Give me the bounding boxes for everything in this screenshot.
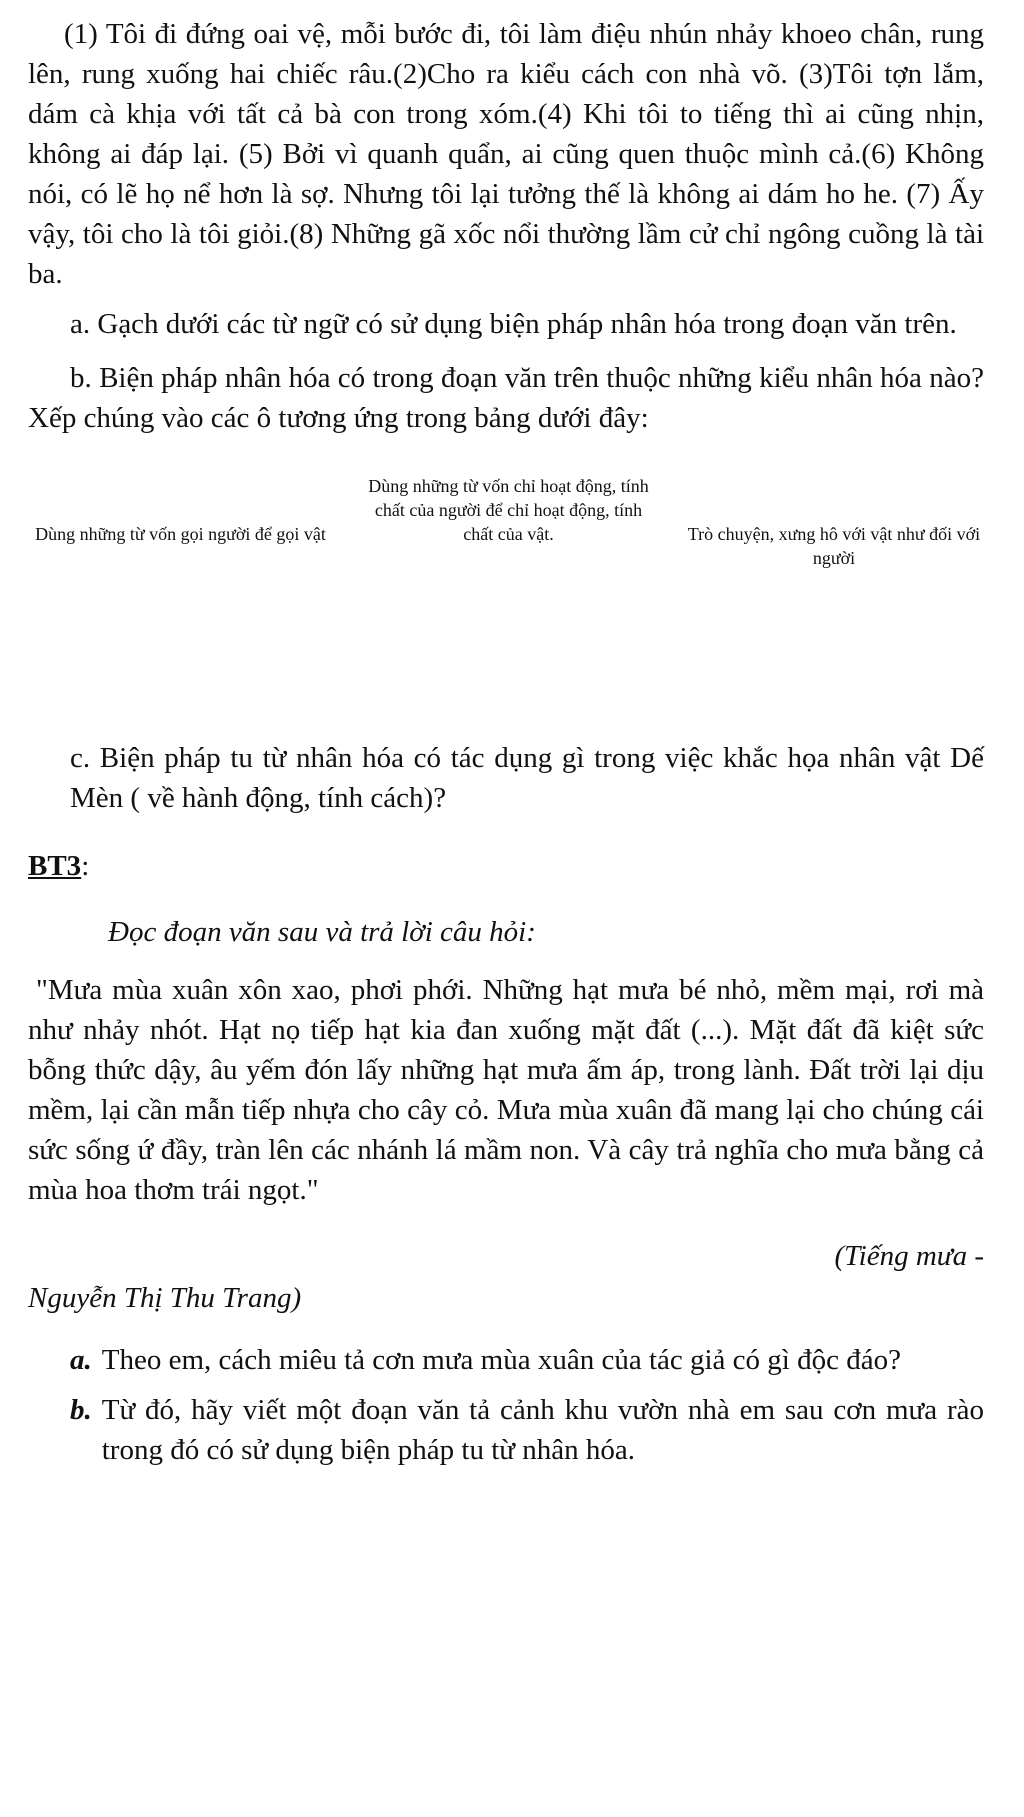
citation-author: Nguyễn Thị Thu Trang) (28, 1282, 302, 1314)
classification-table (28, 474, 984, 724)
question-3b-letter: b. (70, 1394, 92, 1426)
exercise-heading (28, 846, 984, 886)
question-3a-letter: a. (70, 1344, 92, 1376)
question-3b-text: Từ đó, hãy viết một đoạn văn tả cảnh khu vườn nhà em sau cơn mưa rào trong đó có sử dụng biện pháp tu từ nhân hóa. (101, 1394, 984, 1466)
table-header-col-1: Dùng những từ vốn gọi người để gọi vật (35, 524, 326, 544)
question-3a (70, 1340, 984, 1380)
exercise-colon: : (81, 850, 90, 882)
question-3a-text: Theo em, cách miêu tả cơn mưa mùa xuân của tác giả có gì độc đáo? (101, 1344, 901, 1376)
table-header-col-3: Trò chuyện, xưng hô với vật như đối với người (687, 524, 981, 568)
citation-title: (Tiếng mưa - (834, 1240, 984, 1272)
table-header-col-2: Dùng những từ vốn chỉ hoạt động, tính chất của người để chỉ hoạt động, tính chất của vật. (368, 476, 649, 544)
question-1b: b. Biện pháp nhân hóa có trong đoạn văn trên thuộc những kiểu nhân hóa nào? Xếp chúng vào các ô tương ứng trong bảng dưới đây: (28, 362, 984, 434)
passage-de-men: (1) Tôi đi đứng oai vệ, mỗi bước đi, tôi làm điệu nhún nhảy khoeo chân, rung lên, rung xuống hai chiếc râu.(2)Cho ra kiểu cách con nhà võ. (3)Tôi tợn lắm, dám cà khịa với tất cả bà con trong xóm.(4) Khi tôi to tiếng thì ai cũng nhịn, không ai đáp lại. (5) Bởi vì quanh quẩn, ai cũng quen thuộc mình cả.(6) Không nói, có lẽ họ nể hơn là sợ. Nhưng tôi lại tưởng thế là không ai dám ho he. (7) Ấy vậy, tôi cho là tôi giỏi.(8) Những gã xốc nổi thường lầm cử chỉ ngông cuồng là tài ba. (28, 18, 984, 290)
question-3b (70, 1390, 984, 1470)
quote-passage: "Mưa mùa xuân xôn xao, phơi phới. Những hạt mưa bé nhỏ, mềm mại, rơi mà như nhảy nhót. Hạt nọ tiếp hạt kia đan xuống mặt đất (...). Mặt đất đã kiệt sức bỗng thức dậy, âu yếm đón lấy những hạt mưa ấm áp, trong lành. Đất trời lại dịu mềm, lại cần mẫn tiếp nhựa cho cây cỏ. Mưa mùa xuân đã mang lại cho chúng cái sức sống ứ đầy, tràn lên các nhánh lá mầm non. Và cây trả nghĩa cho mưa bằng cả mùa hoa thơm trái ngọt." (28, 974, 984, 1206)
question-1a: a. Gạch dưới các từ ngữ có sử dụng biện pháp nhân hóa trong đoạn văn trên. (70, 308, 957, 340)
exercise-instruction: Đọc đoạn văn sau và trả lời câu hỏi: (108, 916, 536, 948)
exercise-label: BT3 (28, 850, 82, 882)
question-1c: c. Biện pháp tu từ nhân hóa có tác dụng gì trong việc khắc họa nhân vật Dế Mèn ( về hành động, tính cách)? (70, 742, 984, 814)
